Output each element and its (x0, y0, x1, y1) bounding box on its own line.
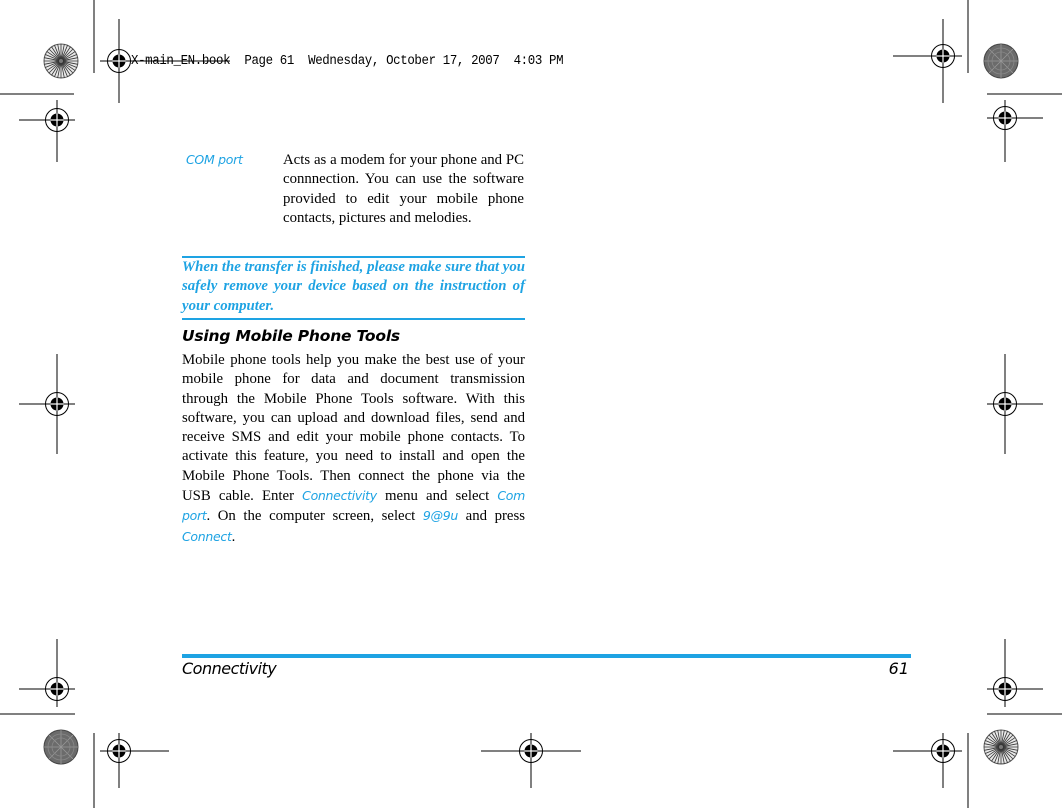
note-bottom-rule (182, 318, 525, 320)
starburst-target-icon (984, 730, 1018, 764)
definition-term: COM port (186, 152, 243, 167)
footer-rule (182, 654, 911, 658)
body-text: . On the computer screen, select (206, 508, 423, 525)
starburst-target-icon (984, 44, 1018, 78)
definition-description: Acts as a modem for your phone and PC connnection. You can use the software provided to edit your mobile phone contacts, pictures and melodies. (283, 152, 524, 226)
footer-chapter: Connectivity (182, 659, 277, 678)
starburst-target-icon (44, 730, 78, 764)
page-number: 61 (888, 659, 909, 678)
note-text: When the transfer is finished, please make sure that you safely remove your device based on the instruction of your computer. (182, 259, 525, 314)
print-slug: X-main_EN.book Page 61 Wednesday, October 17, 2007 4:03 PM (131, 54, 564, 69)
body-text: menu and select (376, 488, 498, 505)
ui-term-connect: Connect (182, 528, 232, 544)
ui-term-9at9u: 9@9u (422, 508, 459, 524)
section-body (182, 351, 525, 547)
ui-term-com-port: Com port (182, 488, 526, 524)
body-text: and press (458, 508, 525, 525)
body-text: Mobile phone tools help you make the best use of your mobile phone for data and document transmission through the Mobile Phone Tools software. With this software, you can upload and download files, send and receive SMS and edit your mobile phone contacts. To activate this feature, you need to install and open the Mobile Phone Tools. Then connect the phone via the USB cable. Enter (182, 352, 525, 505)
body-text: . (231, 528, 236, 545)
starburst-target-icon (44, 44, 78, 78)
ui-term-connectivity: Connectivity (302, 488, 377, 504)
section-heading: Using Mobile Phone Tools (182, 327, 400, 345)
